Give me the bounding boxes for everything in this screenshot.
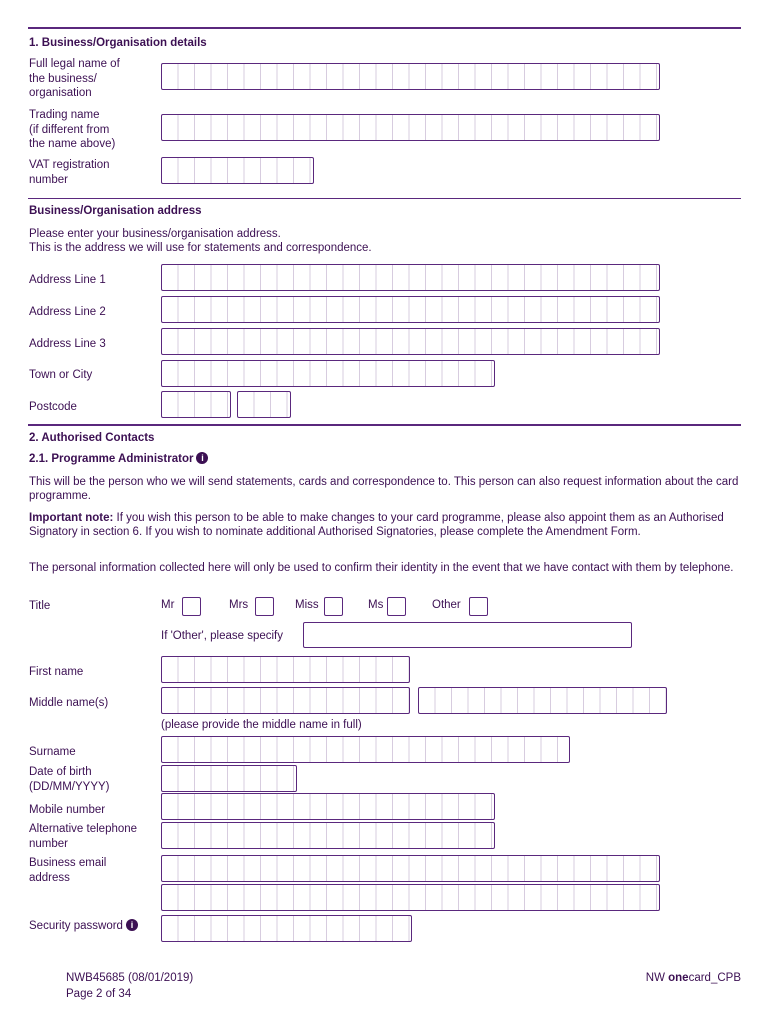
title-option-mr-label: Mr <box>161 599 175 611</box>
email-label: Business email address <box>29 857 107 884</box>
title-mr-checkbox[interactable] <box>182 597 201 616</box>
address-divider <box>28 198 741 199</box>
section2-para3: The personal information collected here will only be used to confirm their identity in the event that we have contact with them by telephone. <box>29 562 734 574</box>
brand-bold: one <box>668 972 689 984</box>
address-intro-1: Please enter your business/organisation address. <box>29 228 281 240</box>
section2-subtitle-wrap <box>29 452 208 465</box>
other-specify-label: If 'Other', please specify <box>161 630 284 642</box>
first-name-field[interactable] <box>161 656 410 683</box>
password-field[interactable] <box>161 915 412 942</box>
postcode-field-part1[interactable] <box>161 391 231 418</box>
footer-ref: NWB45685 (08/01/2019) <box>66 972 194 984</box>
address-line1-label: Address Line 1 <box>29 274 106 286</box>
important-note-text: If you wish this person to be able to make changes to your card programme, please also appoint them as an Authorised Signatory in section 6. If you wish to nominate additional Authorised Signatories, please complete the Amendment Form. <box>29 512 724 538</box>
vat-label: VAT registration number <box>29 159 110 186</box>
postcode-field-part2[interactable] <box>237 391 291 418</box>
full-legal-name-field[interactable] <box>161 63 660 90</box>
footer-brand <box>646 972 741 984</box>
title-option-ms-label: Ms <box>368 599 384 611</box>
surname-label: Surname <box>29 746 76 758</box>
surname-field[interactable] <box>161 736 570 763</box>
town-label: Town or City <box>29 369 93 381</box>
address-line3-field[interactable] <box>161 328 660 355</box>
trading-name-field[interactable] <box>161 114 660 141</box>
title-mrs-checkbox[interactable] <box>255 597 274 616</box>
section2-important <box>29 511 744 539</box>
section2-title: 2. Authorised Contacts <box>29 432 155 444</box>
title-label: Title <box>29 600 51 612</box>
address-intro-2: This is the address we will use for statements and correspondence. <box>29 242 372 254</box>
important-note-label: Important note: <box>29 512 114 524</box>
address-line3-label: Address Line 3 <box>29 338 106 350</box>
dob-label: Date of birth (DD/MM/YYYY) <box>29 766 110 793</box>
section1-title: 1. Business/Organisation details <box>29 37 207 49</box>
middle-name-field-1[interactable] <box>161 687 410 714</box>
alt-phone-label: Alternative telephone number <box>29 823 138 850</box>
footer-page: Page 2 of 34 <box>66 988 132 1000</box>
middle-name-field-2[interactable] <box>418 687 667 714</box>
middle-names-label: Middle name(s) <box>29 697 109 709</box>
address-line1-field[interactable] <box>161 264 660 291</box>
brand-prefix: NW <box>645 972 669 984</box>
vat-field[interactable] <box>161 157 314 184</box>
brand-suffix: card_CPB <box>688 972 741 984</box>
other-specify-field[interactable] <box>303 622 632 648</box>
mobile-label: Mobile number <box>29 804 106 816</box>
title-option-mrs-label: Mrs <box>229 599 249 611</box>
info-icon[interactable]: i <box>196 452 208 464</box>
section2-para1: This will be the person who we will send statements, cards and correspondence to. This person can also request information about the card programme. <box>29 476 739 502</box>
town-field[interactable] <box>161 360 495 387</box>
email-field-line2[interactable] <box>161 884 660 911</box>
section2-divider <box>28 424 741 426</box>
email-field-line1[interactable] <box>161 855 660 882</box>
top-divider <box>28 27 741 29</box>
address-line2-label: Address Line 2 <box>29 306 106 318</box>
full-legal-name-label: Full legal name of the business/ organisation <box>29 58 120 99</box>
first-name-label: First name <box>29 666 84 678</box>
title-ms-checkbox[interactable] <box>387 597 406 616</box>
mobile-field[interactable] <box>161 793 495 820</box>
title-other-checkbox[interactable] <box>469 597 488 616</box>
dob-field[interactable] <box>161 765 297 792</box>
title-option-other-label: Other <box>432 599 461 611</box>
programme-admin-title: 2.1. Programme Administrator <box>29 453 194 465</box>
password-label-wrap <box>29 919 138 934</box>
middle-name-hint: (please provide the middle name in full) <box>161 719 362 731</box>
address-line2-field[interactable] <box>161 296 660 323</box>
address-title: Business/Organisation address <box>29 205 202 217</box>
postcode-label: Postcode <box>29 401 77 413</box>
info-icon[interactable]: i <box>126 919 138 931</box>
trading-name-label: Trading name (if different from the name above) <box>29 109 116 150</box>
title-option-miss-label: Miss <box>295 599 319 611</box>
alt-phone-field[interactable] <box>161 822 495 849</box>
password-label: Security password <box>29 920 123 932</box>
title-miss-checkbox[interactable] <box>324 597 343 616</box>
